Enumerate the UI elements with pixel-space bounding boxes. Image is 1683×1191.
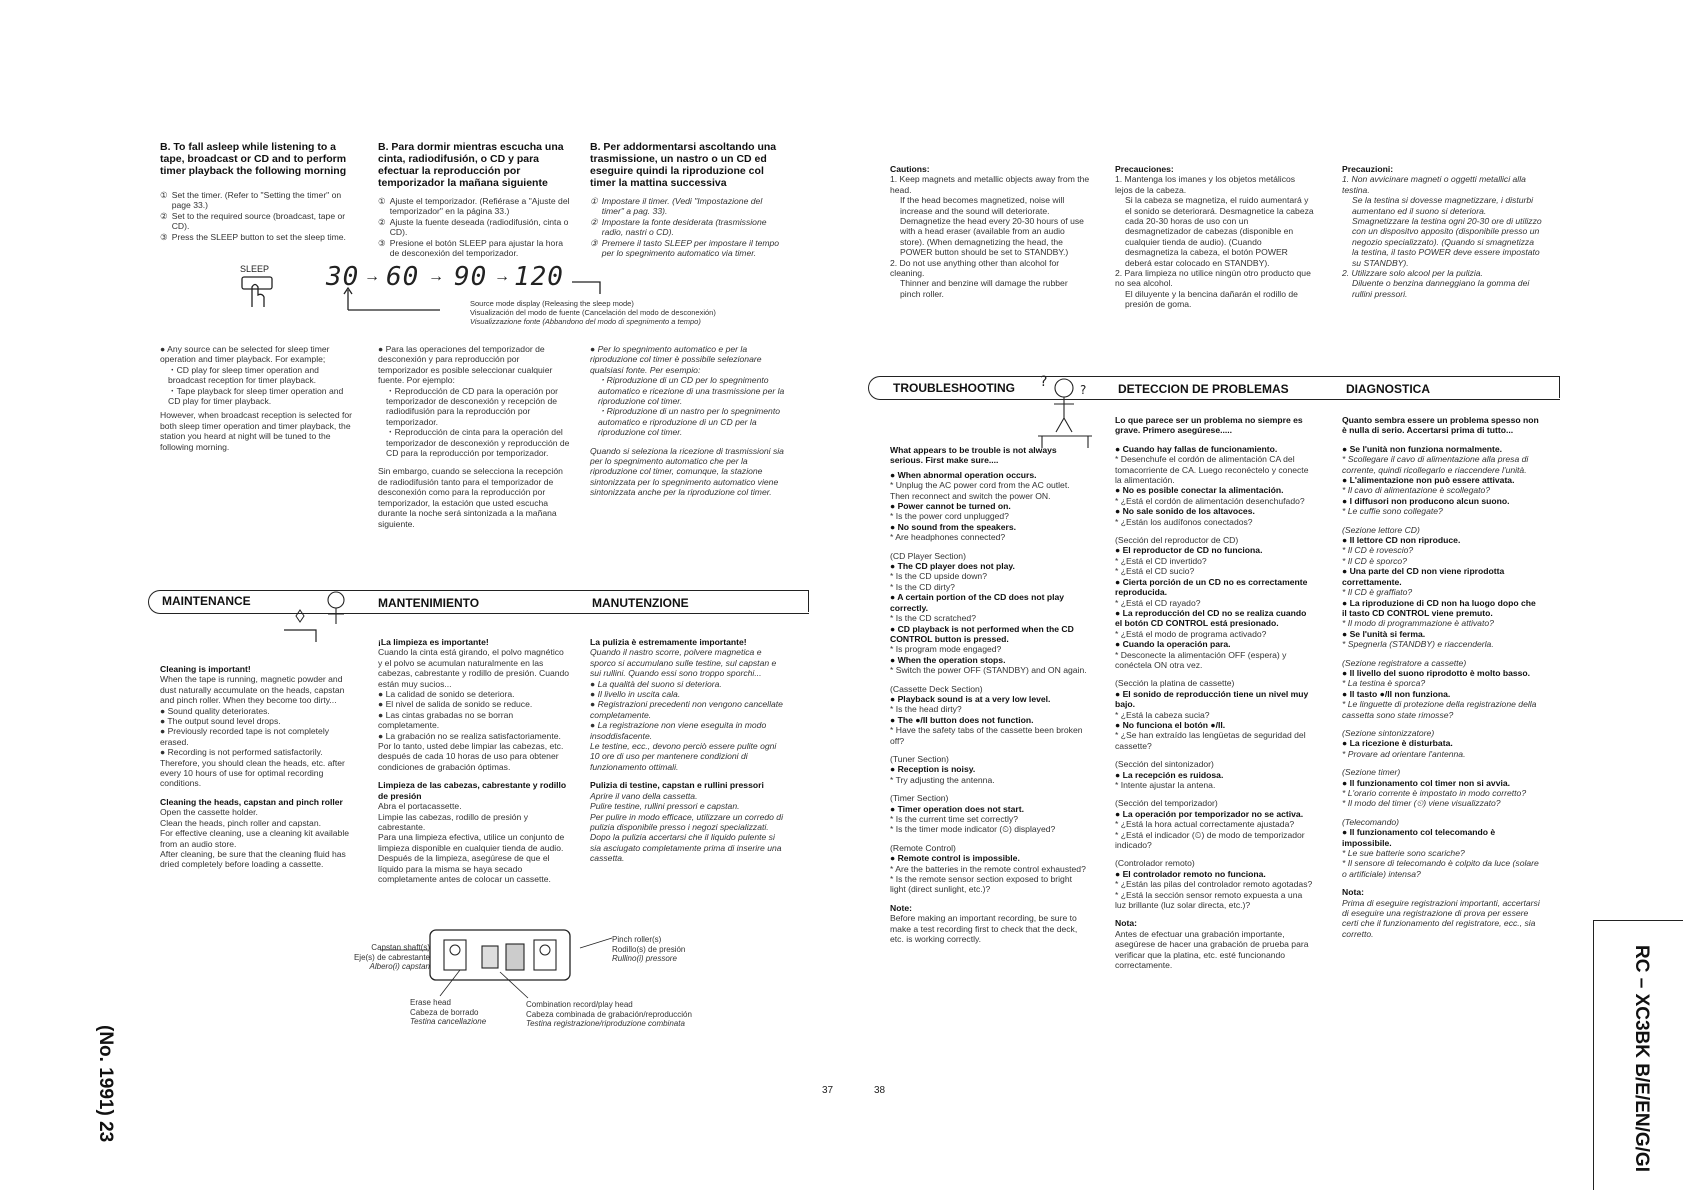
sleep-notes-en: ● Any source can be selected for sleep timer operation and timer playback. For example; ・CD play for sleep timer operation and broadcast reception for timer playback. ・Tape playback for sleep timer operation and CD play for timer playback. However, when broadcast reception is selected for both sleep timer operation and timer playback, the station you heard at night will be tuned to the following morning. xyxy=(160,344,353,452)
sleep-heading-en: B. To fall asleep while listening to a tape, broadcast or CD and to perform timer playback the following morning xyxy=(160,141,347,177)
confused-person-icon xyxy=(1034,370,1106,450)
tab-maintenance-en: MAINTENANCE xyxy=(162,594,251,608)
combination-head-label: Combination record/play head Cabeza combinada de grabación/reproducción Testina registrazione/riproduzione combinata xyxy=(526,1000,692,1028)
sleep-button-label: SLEEP xyxy=(240,264,270,274)
erase-head-label: Erase head Cabeza de borrado Testina cancellazione xyxy=(410,998,487,1026)
pinch-roller-label: Pinch roller(s) Rodillo(s) de presión Rullino(i) pressore xyxy=(612,935,686,963)
svg-text:?: ? xyxy=(1080,383,1087,397)
maintenance-it: La pulizia è estremamente importante! Quando il nastro scorre, polvere magnetica e sporco si accumulano sulle testine, sul capstan e sui rullini. Quando essi sono troppo sporchi... ● La qualità del suono si deteriora. ● Il livello in uscita cala. ● Registrazioni precedenti non vengono cancellate completamente. ● La registrazione non viene eseguita in modo insoddisfacente. Le testine, ecc., devono perciò essere pulite ogni 10 ore di uso per mantenere condizioni di funzionamento ottimali. Pulizia di testine, capstan e rullini pressori Aprire il vano della cassetta. Pulire testine, rullini pressori e capstan. Per pulire in modo efficace, utilizzare un corredo di pulizia disponibile presso i negozi specializzati. Dopo la pulizia accertarsi che il liquido pulente si sia asciugato completamente prima di inserire una cassetta. xyxy=(590,637,783,864)
cautions-it: Precauzioni: 1. Non avvicinare magneti o oggetti metallici alla testina. Se la testina si dovesse magnetizzare, i disturbi aumentano ed il suono si deteriora. Smagnetizzare la testina ogni 20-30 ore di utilizzo con un dispositvo apposito (disponibile presso un negozio specializzato). (Quando si smagnetizza la testina, il tasto POWER deve essere impostato su STANDBY). 2. Utilizzare solo alcool per la pulizia. Diluente o benzina danneggiano la gomma dei rullini pressori. xyxy=(1342,164,1542,299)
troubleshooting-it: Quanto sembra essere un problema spesso non è nulla di serio. Accertarsi prima di tutto... ● Se l'unità non funziona normalmente. * Scollegare il cavo di alimentazione alla presa di corrente, quindi ricollegarlo e riaccendere l'unità. ● L'alimentazione non può essere attivata. * Il cavo di alimentazione è scollegato? ● I diffusori non producono alcun suono. * Le cuffie sono collegate? (Sezione lettore CD) ● Il lettore CD non riproduce. * Il CD è rovescio? * Il CD è sporco? ● Una parte del CD non viene riprodotta correttamente. * Il CD è graffiato? ● La riproduzione di CD non ha luogo dopo che il tasto CD CONTROL viene premuto. * Il modo di programmazione è attivato? ● Se l'unità si ferma. * Spegnerla (STANDBY) e riaccenderla. (Sezione registratore a cassette) ● Il livello del suono riprodotto è molto basso. * La testina è sporca? ● Il tasto ●/II non funziona. * Le linguette di protezione della registrazione della cassetta sono state rimosse? (Sezione sintonizzatore) ● La ricezione è disturbata. * Provare ad orientare l'antenna. (Sezione timer) ● Il funzionamento col timer non si avvia. * L'orario corrente è impostato in modo corretto? * Il modo del timer (⏲) viene visualizzato? (Telecomando) ● Il funzionamento col telecomando è impossibile. * Le sue batterie sono scariche? * Il sensore di telecomando è colpito da luce (solare o artificiale) intensa? Nota: Prima di eseguire registrazioni importanti, accertarsi di eseguire una registrazione di prova per essere certi che il funzionamento del registratore, ecc., sia corretto. xyxy=(1342,415,1540,939)
arrow-icon: → xyxy=(364,268,380,285)
finger-press-icon xyxy=(238,275,278,309)
tab-troubleshooting-es: DETECCION DE PROBLEMAS xyxy=(1118,382,1289,396)
tab-maintenance-it: MANUTENZIONE xyxy=(592,596,689,610)
arrow-icon: → xyxy=(428,268,444,285)
maintenance-en: Cleaning is important! When the tape is running, magnetic powder and dust naturally accumulate on the heads, capstan and pinch roller. When they become too dirty... ● Sound quality deteriorates. ● The output sound level drops. ● Previously recorded tape is not completely erased. ● Recording is not performed satisfactorily. Therefore, you should clean the heads, etc. after every 10 hours of use for optimal recording conditions. Cleaning the heads, capstan and pinch roller Open the cassette holder. Clean the heads, pinch roller and capstan. For effective cleaning, use a cleaning kit available from an audio store. After cleaning, be sure that the cleaning fluid has dried completely before loading a cassette. xyxy=(160,664,350,870)
source-mode-caption: Source mode display (Releasing the sleep mode) Visualización del modo de fuente (Cancelación del modo de desconexión) Visualizzazione fonte (Abbandono del modo di spegnimento a tempo) xyxy=(470,299,716,326)
side-label-left: (No. 1991) 23 xyxy=(95,1025,116,1143)
sleep-heading-es: B. Para dormir mientras escucha una cinta, radiodifusión, o CD y para efectuar la reproducción por temporizador la mañana siguiente xyxy=(378,141,564,189)
display-120: 120 xyxy=(514,262,564,292)
sleep-heading-it: B. Per addormentarsi ascoltando una trasmissione, un nastro o un CD ed eseguire quindi la riproduzione col timer la mattina successiva xyxy=(590,141,777,189)
sleep-notes-it: ● Per lo spegnimento automatico e per la riproduzione col timer è possibile selezionare qualsiasi fonte. Per esempio: ・Riproduzione di un CD per lo spegnimento automatico e ricezione di una trasmissione per la riproduzione col timer. ・Riproduzione di un nastro per lo spegnimento automatico e riproduzione di un CD per la riproduzione col timer. Quando si seleziona la ricezione di trasmissioni sia per lo spegnimento automatico che per la riproduzione col timer, comunque, la stazione sintonizzata per lo spegnimento automatico viene sintonizzata anche per la riproduzione col timer. xyxy=(590,344,785,498)
sleep-steps-es: ① Ajuste el temporizador. (Refiérase a "Ajuste del temporizador" en la página 33.) ② Ajuste la fuente deseada (radiodifusión, cinta o CD). ③ Presione el botón SLEEP para ajustar la hora de desconexión del temporizador. xyxy=(378,196,570,259)
page-number-right: 38 xyxy=(874,1085,886,1096)
side-label-right: RC – XC3BK B/E/EN/G/GI xyxy=(1631,945,1652,1172)
capstan-label: Capstan shaft(s) Eje(s) de cabrestante Albero(i) capstan xyxy=(353,943,430,971)
display-30: 30 xyxy=(326,262,360,292)
display-60: 60 xyxy=(386,262,420,292)
page-number-left: 37 xyxy=(822,1085,834,1096)
arrow-icon: → xyxy=(494,268,510,285)
tab-maintenance-es: MANTENIMIENTO xyxy=(378,596,480,610)
cautions-es: Precauciones: 1. Mantenga los imanes y los objetos metálicos lejos de la cabeza. Si la cabeza se magnetiza, el ruido aumentará y el sonido se deteriorará. Desmagnetice la cabeza cada 20-30 horas de uso con un desmagnetizador de cabezas (disponible en cualquier tienda de audio). (Cuando desmagnetiza la cabeza, el botón POWER deberá estar colocado en STANDBY). 2. Para limpieza no utilice ningún otro producto que no sea alcohol. El diluyente y la bencina dañarán el rodillo de presión de goma. xyxy=(1115,164,1314,310)
svg-text:?: ? xyxy=(1040,374,1048,390)
sleep-steps-it: ① Impostare il timer. (Vedi "Impostazione del timer" a pag. 33). ② Impostare la fonte desiderata (trasmissione radio, nastri o CD). ③ Premere il tasto SLEEP per impostare il tempo per lo spegnimento automatico via timer. xyxy=(590,196,780,259)
sleep-notes-es: ● Para las operaciones del temporizador de desconexión y para reproducción por temporizador es posible seleccionar cualquier fuente. Por ejemplo: ・Reproducción de CD para la operación por temporizador de desconexión y recepción de radiodifusión para la reproducción por temporizador. ・Reproducción de cinta para la operación del temporizador de desconexión y reproducción de CD para la reproducción por temporizador. Sin embargo, cuando se selecciona la recepción de radiodifusión tanto para el temporizador de desconexión como para la reproducción por temporizador, la estación que usted escucha durante la noche será sintonizada a la mañana siguiente. xyxy=(378,344,570,529)
tab-troubleshooting-en: TROUBLESHOOTING xyxy=(893,381,1015,395)
troubleshooting-es: Lo que parece ser un problema no siempre es grave. Primero asegúrese..... ● Cuando hay fallas de funcionamiento. * Desenchufe el cordón de alimentación CA del tomacorriente de CA. Luego reconéctelo y conecte la alimentación. ● No es posible conectar la alimentación. * ¿Está el cordón de alimentación desenchufado? ● No sale sonido de los altavoces. * ¿Están los audífonos conectados? (Sección del reproductor de CD) ● El reproductor de CD no funciona. * ¿Está el CD invertido? * ¿Está el CD sucio? ● Cierta porción de un CD no es correctamente reproducida. * ¿Está el CD rayado? ● La reproducción del CD no se realiza cuando el botón CD CONTROL está presionado. * ¿Está el modo de programa activado? ● Cuando la operación para. * Desconecte la alimentación OFF (espera) y conéctela ON otra vez. (Sección la platina de cassette) ● El sonido de reproducción tiene un nivel muy bajo. * ¿Está la cabeza sucia? ● No funciona el botón ●/II. * ¿Se han extraído las lengüetas de seguridad del cassette? (Sección del sintonizador) ● La recepción es ruidosa. * Intente ajustar la antena. (Sección del temporizador) ● La operación por temporizador no se activa. * ¿Está la hora actual correctamente ajustada? * ¿Está el indicador (⏲) de modo de temporizador indicado? (Controlador remoto) ● El controlador remoto no funciona. * ¿Están las pilas del controlador remoto agotadas? * ¿Está la sección sensor remoto expuesta a una luz brillante (luz solar directa, etc.)? Nota: Antes de efectuar una grabación importante, asegúrese de hacer una grabación de prueba para verificar que la platina, etc. esté funcionando correctamente. xyxy=(1115,415,1313,971)
display-90: 90 xyxy=(454,262,488,292)
sleep-steps-en: ① Set the timer. (Refer to "Setting the timer" on page 33.) ② Set to the required source (broadcast, tape or CD). ③ Press the SLEEP button to set the sleep time. xyxy=(160,190,346,242)
cautions-en: Cautions: 1. Keep magnets and metallic objects away from the head. If the head becomes magnetized, noise will increase and the sound will deteriorate. Demagnetize the head every 20-30 hours of use with a head eraser (available from an audio store). (When demagnetizing the head, the POWER button should be set to STANDBY.) 2. Do not use anything other than alcohol for cleaning. Thinner and benzine will damage the rubber pinch roller. xyxy=(890,164,1090,299)
maintenance-es: ¡La limpieza es importante! Cuando la cinta está girando, el polvo magnético y el polvo se acumulan naturalmente en las cabezas, cabrestante y rodillo de presión. Cuando están muy sucios... ● La calidad de sonido se deteriora. ● El nivel de salida de sonido se reduce. ● Las cintas grabadas no se borran completamente. ● La grabación no se realiza satisfactoriamente. Por lo tanto, usted debe limpiar las cabezas, etc. después de cada 10 horas de uso para obtener condiciones de grabación óptimas. Limpieza de las cabezas, cabrestante y rodillo de presión Abra el portacassette. Limpie las cabezas, rodillo de presión y cabrestante. Para una limpieza efectiva, utilice un conjunto de limpieza disponible en cualquier tienda de audio. Después de la limpieza, asegúrese de que el líquido para la misma se haya secado completamente antes de colocar un cassette. xyxy=(378,637,570,884)
troubleshooting-en: What appears to be trouble is not always serious. First make sure.... ● When abnormal operation occurs. * Unplug the AC power cord from the AC outlet. Then reconnect and switch the power ON. ● Power cannot be turned on. * Is the power cord unplugged? ● No sound from the speakers. * Are headphones connected? (CD Player Section) ● The CD player does not play. * Is the CD upside down? * Is the CD dirty? ● A certain portion of the CD does not play correctly. * Is the CD scratched? ● CD playback is not performed when the CD CONTROL button is pressed. * Is program mode engaged? ● When the operation stops. * Switch the power OFF (STANDBY) and ON again. (Cassette Deck Section) ● Playback sound is at a very low level. * Is the head dirty? ● The ●/II button does not function. * Have the safety tabs of the cassette been broken off? (Tuner Section) ● Reception is noisy. * Try adjusting the antenna. (Timer Section) ● Timer operation does not start. * Is the current time set correctly? * Is the timer mode indicator (⏲) displayed? (Remote Control) ● Remote control is impossible. * Are the batteries in the remote control exhausted? * Is the remote sensor section exposed to bright light (direct sunlight, etc.)? Note: Before making an important recording, be sure to make a test recording first to check that the deck, etc. is working correctly. xyxy=(890,445,1087,945)
tab-troubleshooting-it: DIAGNOSTICA xyxy=(1346,382,1430,396)
cleaning-person-icon xyxy=(276,586,356,644)
